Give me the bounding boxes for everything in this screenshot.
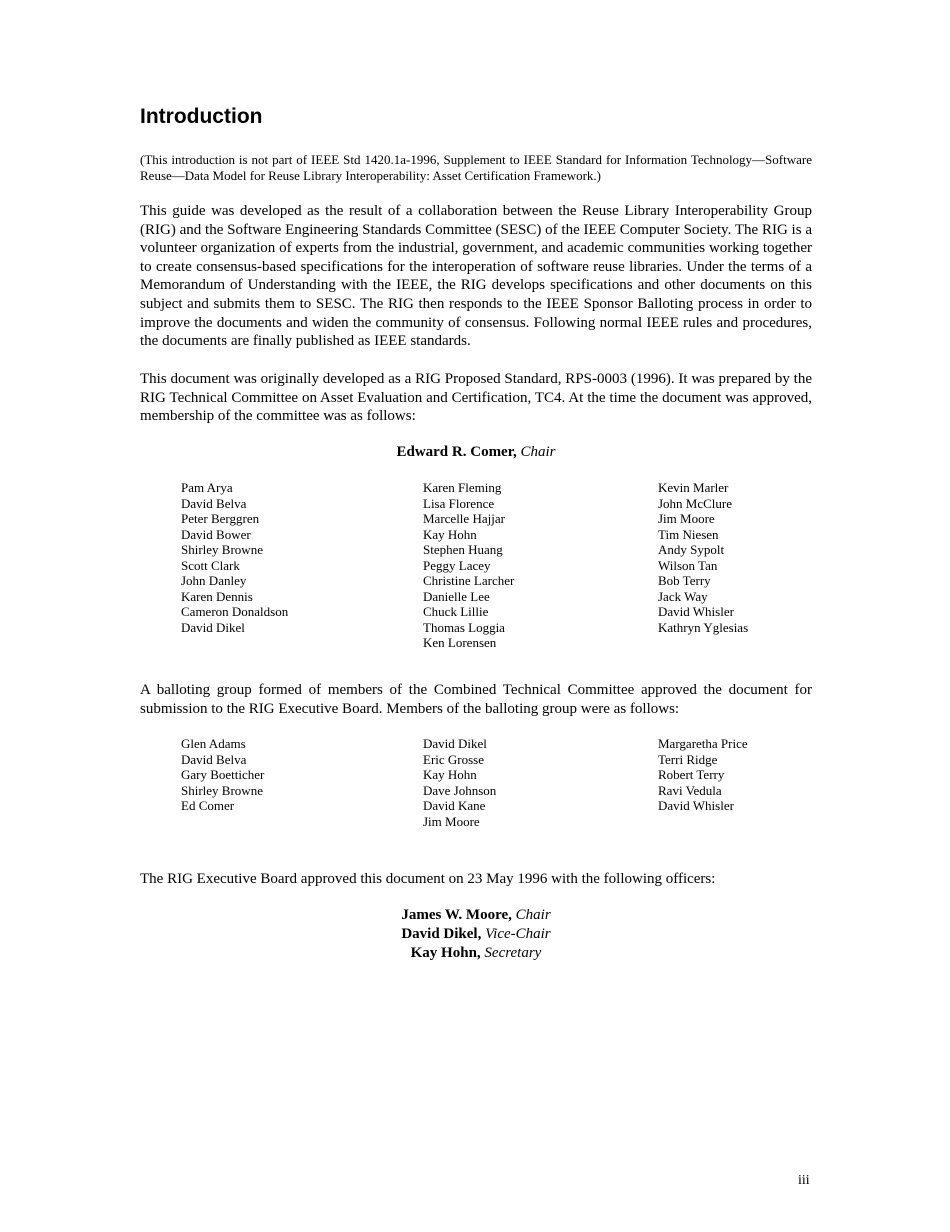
committee-member: Lisa Florence — [423, 495, 495, 511]
committee-member: Thomas Loggia — [423, 619, 505, 635]
committee-member: Shirley Browne — [181, 542, 263, 557]
ballot-member: Kay Hohn — [423, 767, 477, 782]
committee-member: Marcelle Hajjar — [423, 511, 505, 526]
ballot-column-1 — [181, 736, 264, 814]
ballot-member: David Whisler — [658, 798, 734, 813]
officer-role: Chair — [515, 907, 551, 923]
committee-member: Peter Berggren — [181, 511, 260, 526]
ballot-member: David Kane — [423, 798, 486, 813]
ballot-member: Margaretha Price — [658, 736, 748, 751]
officer-name: David Dikel, — [401, 926, 482, 942]
committee-chair-name: Edward R. Comer, — [396, 444, 517, 460]
committee-member: Danielle Lee — [423, 588, 490, 604]
committee-member: Chuck Lillie — [423, 604, 489, 619]
ballot-member: David Belva — [181, 751, 247, 767]
ballot-member: Robert Terry — [658, 767, 725, 782]
committee-member: Jack Way — [658, 588, 708, 604]
officer-name: Kay Hohn, — [410, 945, 481, 961]
committee-member: Ken Lorensen — [423, 635, 497, 650]
committee-member: Stephen Huang — [423, 542, 503, 557]
ballot-member: Ed Comer — [181, 798, 235, 813]
committee-member: Kathryn Yglesias — [658, 619, 749, 635]
ballot-member: Glen Adams — [181, 736, 246, 751]
ballot-member: Shirley Browne — [181, 782, 263, 798]
committee-member: Wilson Tan — [658, 557, 718, 573]
committee-member: Christine Larcher — [423, 573, 515, 588]
committee-member: Peggy Lacey — [423, 557, 491, 573]
committee-column-1 — [181, 480, 288, 635]
committee-member: Jim Moore — [658, 511, 715, 526]
paragraph-4: The RIG Executive Board approved this document on 23 May 1996 with the following officers: — [140, 871, 716, 887]
committee-member: David Whisler — [658, 604, 734, 619]
ballot-member: Gary Boetticher — [181, 767, 265, 782]
page-number: iii — [798, 1173, 810, 1188]
committee-member: Bob Terry — [658, 573, 711, 588]
committee-member: David Dikel — [181, 619, 245, 635]
committee-member: David Bower — [181, 526, 251, 542]
officer-name: James W. Moore, — [401, 907, 512, 923]
committee-member: Pam Arya — [181, 480, 233, 495]
introduction-note: (This introduction is not part of IEEE Std 1420.1a-1996, Supplement to IEEE Standard for Information Technology—Software Reuse—Data Model for Reuse Library Interoperability: Asset Certification Framework.) — [140, 152, 812, 183]
ballot-member: Dave Johnson — [423, 782, 497, 798]
ballot-column-2 — [423, 736, 496, 829]
ballot-member: Terri Ridge — [658, 751, 718, 767]
committee-chair-role: Chair — [520, 444, 556, 460]
committee-member: John Danley — [181, 573, 247, 588]
officer-line — [140, 925, 812, 944]
paragraph-1: This guide was developed as the result of a collaboration between the Reuse Library Interoperability Group (RIG) and the Software Engineering Standards Committee (SESC) of the IEEE Computer Society. The RIG is a volunteer organization of experts from the industrial, government, and academic communities working together to create consensus-based specifications for the interoperation of software reuse libraries. Under the terms of a Memorandum of Understanding with the IEEE, the RIG develops specifications and other documents on this subject and submits them to SESC. The RIG then responds to the IEEE Sponsor Balloting process in order to improve the documents and widen the community of consensus. Following normal IEEE rules and procedures, the documents are finally published as IEEE standards. — [140, 203, 812, 350]
officer-role: Vice-Chair — [485, 926, 551, 942]
paragraph-3: A balloting group formed of members of the Combined Technical Committee approved the document for submission to the RIG Executive Board. Members of the balloting group were as follows: — [140, 682, 812, 717]
ballot-member: David Dikel — [423, 736, 487, 751]
committee-chair-line — [140, 443, 812, 462]
committee-member: Tim Niesen — [658, 526, 719, 542]
officer-line — [140, 944, 812, 963]
ballot-column-3 — [658, 736, 748, 814]
ballot-member: Ravi Vedula — [658, 782, 722, 798]
officer-line — [140, 906, 812, 925]
page-title: Introduction — [140, 105, 263, 128]
committee-column-3 — [658, 480, 748, 635]
paragraph-2: This document was originally developed as a RIG Proposed Standard, RPS-0003 (1996). It was prepared by the RIG Technical Committee on Asset Evaluation and Certification, TC4. At the time the document was approved, membership of the committee was as follows: — [140, 371, 812, 425]
ballot-member: Eric Grosse — [423, 751, 485, 767]
committee-member: David Belva — [181, 495, 247, 511]
committee-member: Cameron Donaldson — [181, 604, 289, 619]
ballot-member: Jim Moore — [423, 813, 480, 829]
committee-member: John McClure — [658, 495, 733, 511]
committee-member: Karen Dennis — [181, 588, 253, 604]
committee-member: Kevin Marler — [658, 480, 729, 495]
officer-role: Secretary — [484, 945, 542, 961]
committee-member: Scott Clark — [181, 557, 240, 573]
committee-member: Andy Sypolt — [658, 542, 725, 557]
committee-column-2 — [423, 480, 514, 651]
committee-member: Karen Fleming — [423, 480, 502, 495]
committee-member: Kay Hohn — [423, 526, 477, 542]
